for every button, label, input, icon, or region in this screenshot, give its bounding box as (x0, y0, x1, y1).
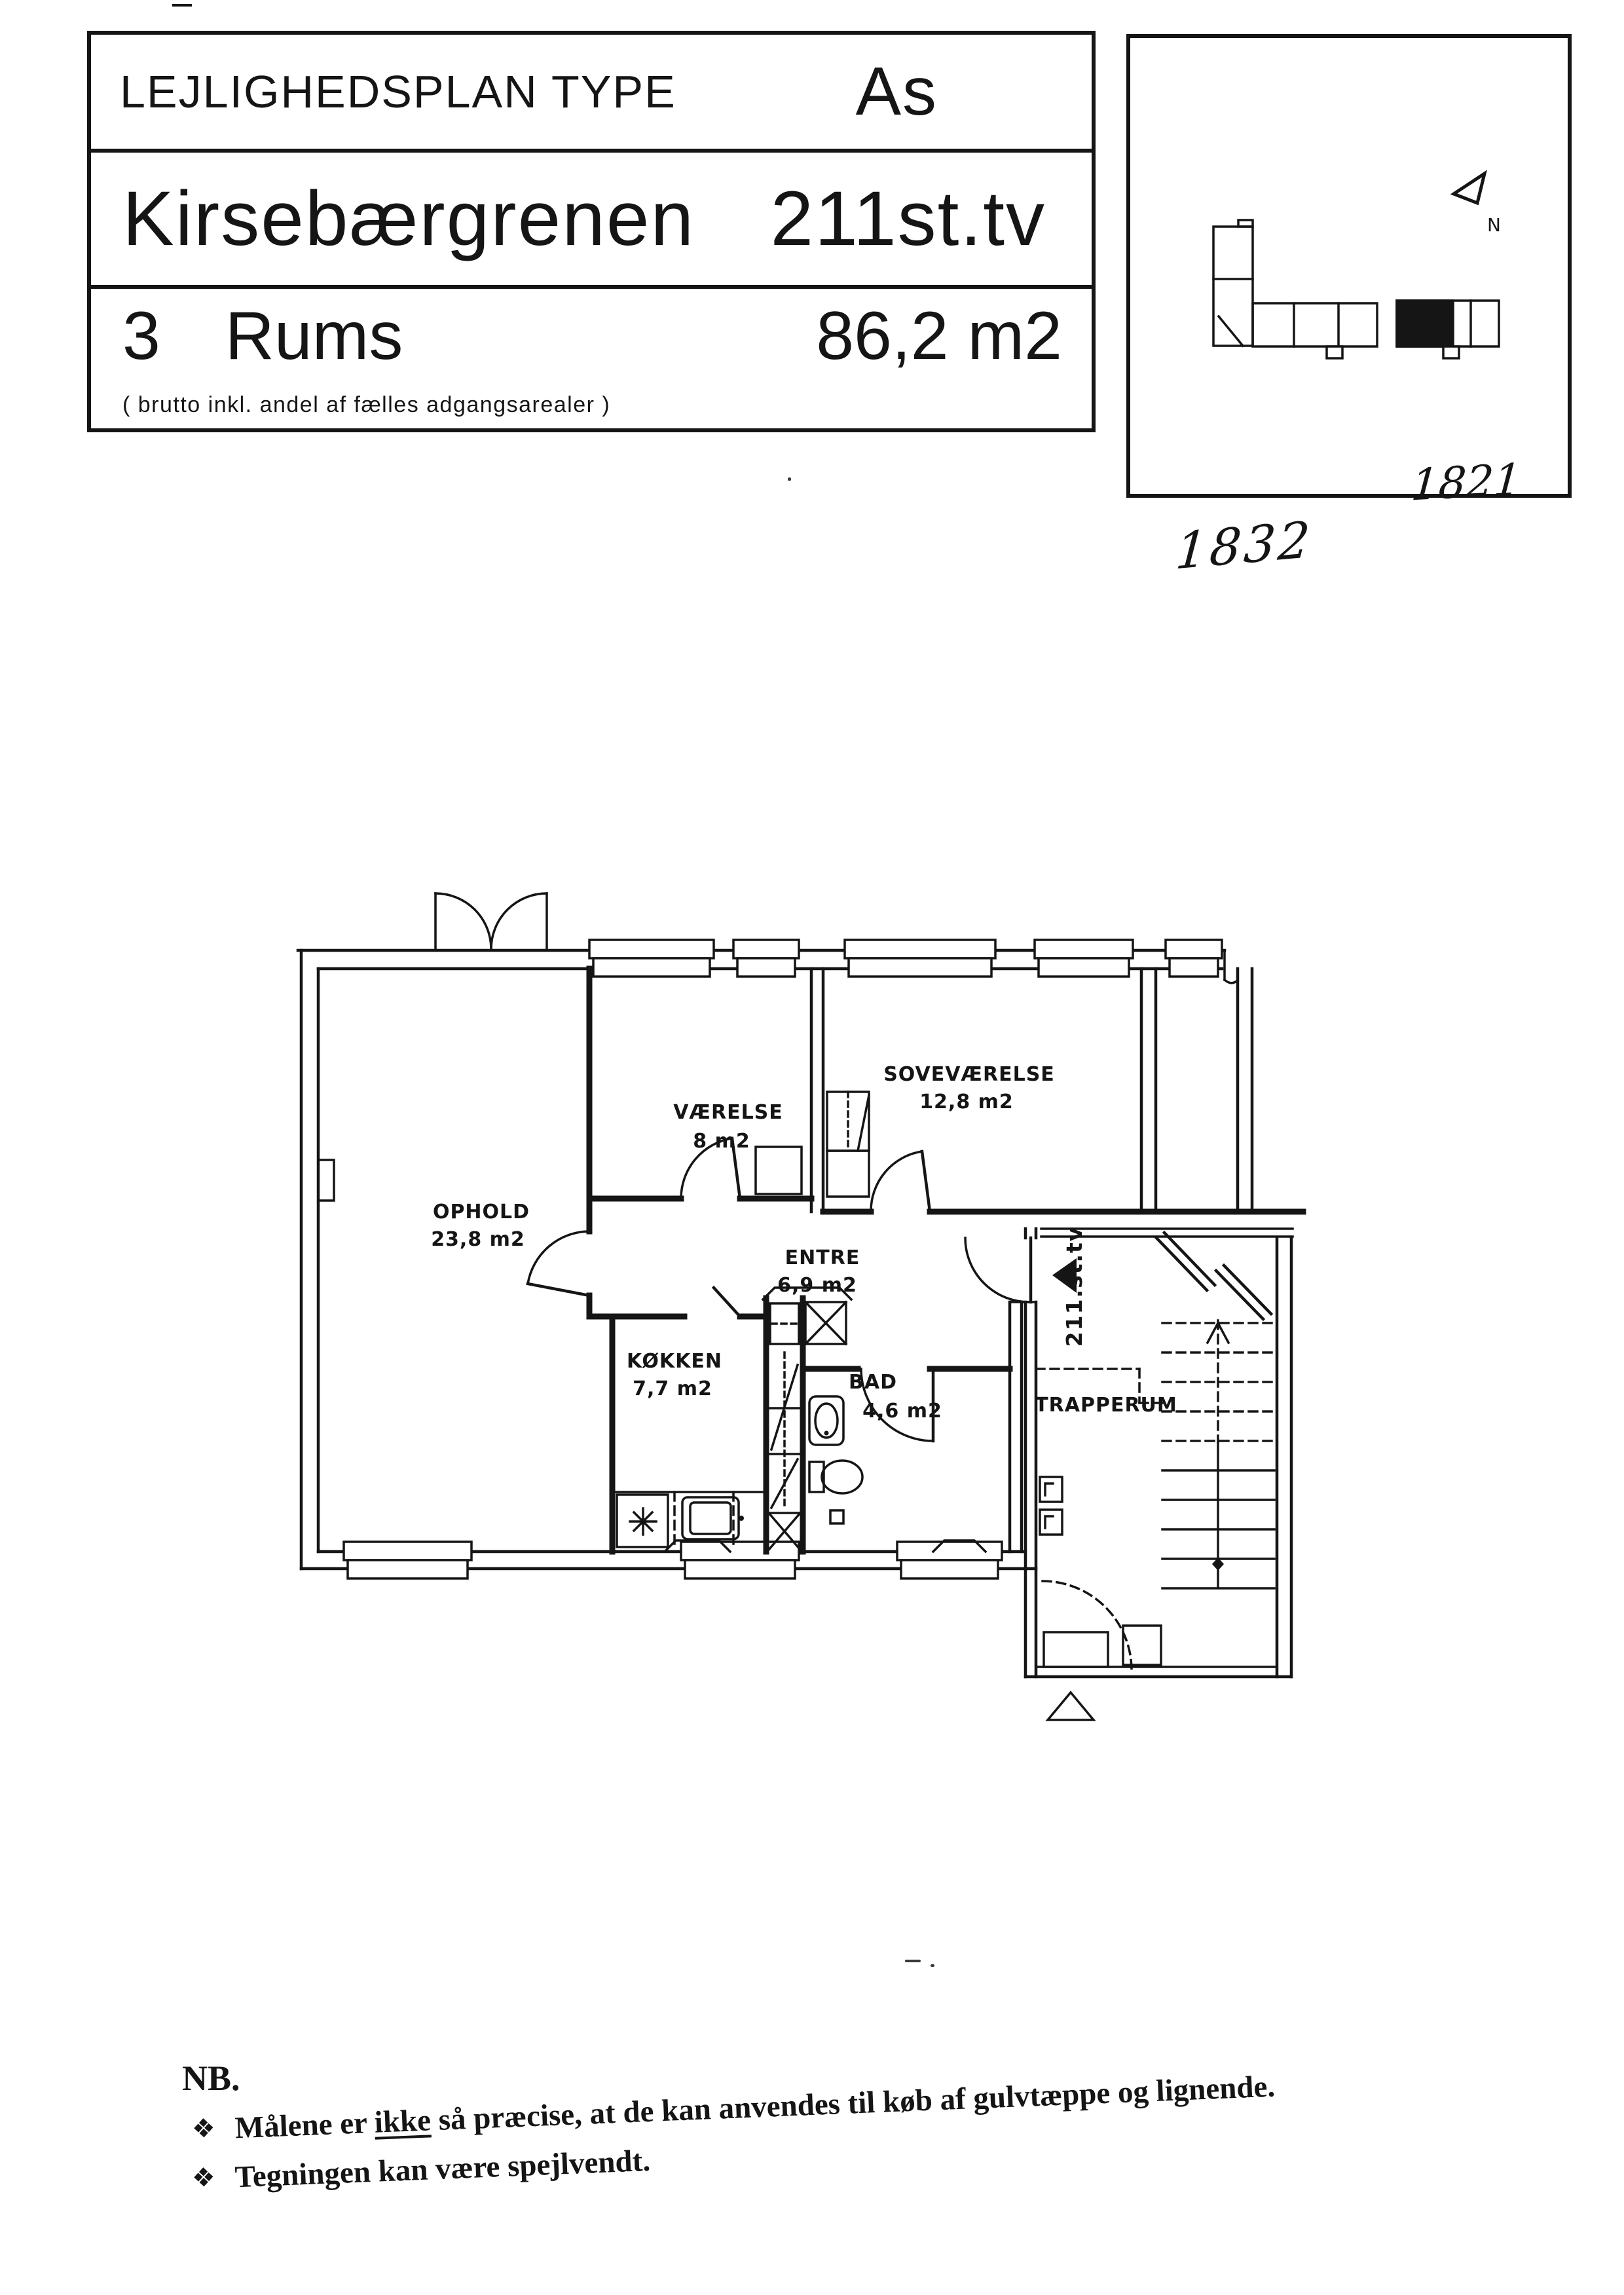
note1-text-post: så præcise, at de kan anvendes til køb af gulvtæppe og lignende. (430, 2069, 1276, 2138)
room-label-entre: ENTRE (784, 1246, 860, 1269)
site-plan-box (1126, 34, 1572, 498)
stairs-lower-flight (1162, 1442, 1274, 1588)
room-area-koekken: 7,7 m2 (633, 1377, 712, 1400)
room-label-bad: BAD (849, 1371, 897, 1394)
bathroom (803, 1369, 1010, 1552)
unit-number-text: 211st.tv (770, 176, 1046, 262)
door-ophold (528, 1231, 589, 1296)
room-area-entre: 6,9 m2 (777, 1274, 857, 1297)
note-measurements (191, 2069, 1276, 2148)
room-label-vaerelse: VÆRELSE (673, 1101, 783, 1124)
kitchen-sink-icon (682, 1497, 744, 1539)
stairs-upper-flight (1162, 1320, 1274, 1442)
handwritten-number-1832: 1832 (1173, 510, 1315, 581)
plan-type-label: LEJLIGHEDSPLAN TYPE (120, 66, 676, 117)
building-entrance-door-swing (1043, 1581, 1132, 1670)
bath-sink-icon (809, 1396, 843, 1445)
entrance-triangle-marker (1048, 1692, 1094, 1720)
title-block (87, 31, 1096, 432)
gross-area-note: ( brutto inkl. andel af fælles adgangsarealer ) (122, 392, 611, 417)
north-arrow-icon (1454, 174, 1501, 236)
room-label-ophold: OPHOLD (432, 1201, 530, 1223)
title-row-area (91, 289, 1092, 428)
room-area-ophold: 23,8 m2 (431, 1228, 525, 1251)
title-row-address (91, 153, 1092, 289)
door-koekken-leaf (714, 1288, 740, 1316)
note1-text-pre: Målene er (234, 2105, 375, 2146)
entry-door (965, 1229, 1036, 1677)
scan-speck (905, 1960, 921, 1962)
balcony-double-door (435, 893, 547, 950)
interior-walls (589, 969, 1303, 1552)
room-area-sovevaerelse: 12,8 m2 (919, 1091, 1014, 1113)
stove-icon (617, 1495, 668, 1547)
note1-underlined-word: ikke (373, 2103, 432, 2140)
note-mirrored (191, 2143, 651, 2197)
unit-label-vertical: 211.st.tv (1061, 1225, 1087, 1347)
scan-speck (931, 1964, 934, 1967)
diamond-bullet-icon: ❖ (191, 2113, 216, 2144)
stairs-break-lines (1156, 1233, 1271, 1319)
floor-plan-drawing (282, 865, 1316, 1729)
postbox-symbols (1040, 1477, 1062, 1535)
address-text: Kirsebærgrenen (122, 176, 695, 262)
entrance-mat (1044, 1632, 1108, 1667)
north-label: N (1487, 214, 1501, 236)
site-building-left (1213, 220, 1377, 358)
plan-type-value: As (855, 53, 938, 130)
handwritten-number-1821: 1821 (1409, 454, 1523, 511)
window-symbols-north (589, 940, 1222, 977)
room-label-koekken: KØKKEN (626, 1350, 723, 1373)
door-sovevaerelse (871, 1151, 930, 1212)
note2-text: Tegningen kan være spejlvendt. (234, 2143, 651, 2195)
vent-shaft-icon (805, 1302, 846, 1344)
site-plan-drawing (1130, 38, 1568, 494)
floor-drain-icon (830, 1510, 843, 1523)
title-row-type (91, 35, 1092, 153)
gross-area-text: 86,2 m2 (816, 297, 1062, 374)
toilet-icon (809, 1461, 862, 1493)
rooms-count-text: 3 Rums (122, 297, 403, 374)
site-building-right-highlighted (1397, 301, 1499, 358)
room-area-bad: 4,6 m2 (862, 1400, 942, 1423)
room-label-trapperum: TRAPPERUM (1035, 1394, 1177, 1417)
diamond-bullet-icon: ❖ (191, 2162, 216, 2193)
window-symbols-south (344, 1542, 1002, 1578)
nb-heading: NB. (182, 2059, 240, 2098)
room-area-vaerelse: 8 m2 (693, 1130, 750, 1153)
scan-speck (788, 477, 791, 481)
room-label-sovevaerelse: SOVEVÆRELSE (883, 1063, 1055, 1086)
page-corner-mark (172, 4, 192, 30)
